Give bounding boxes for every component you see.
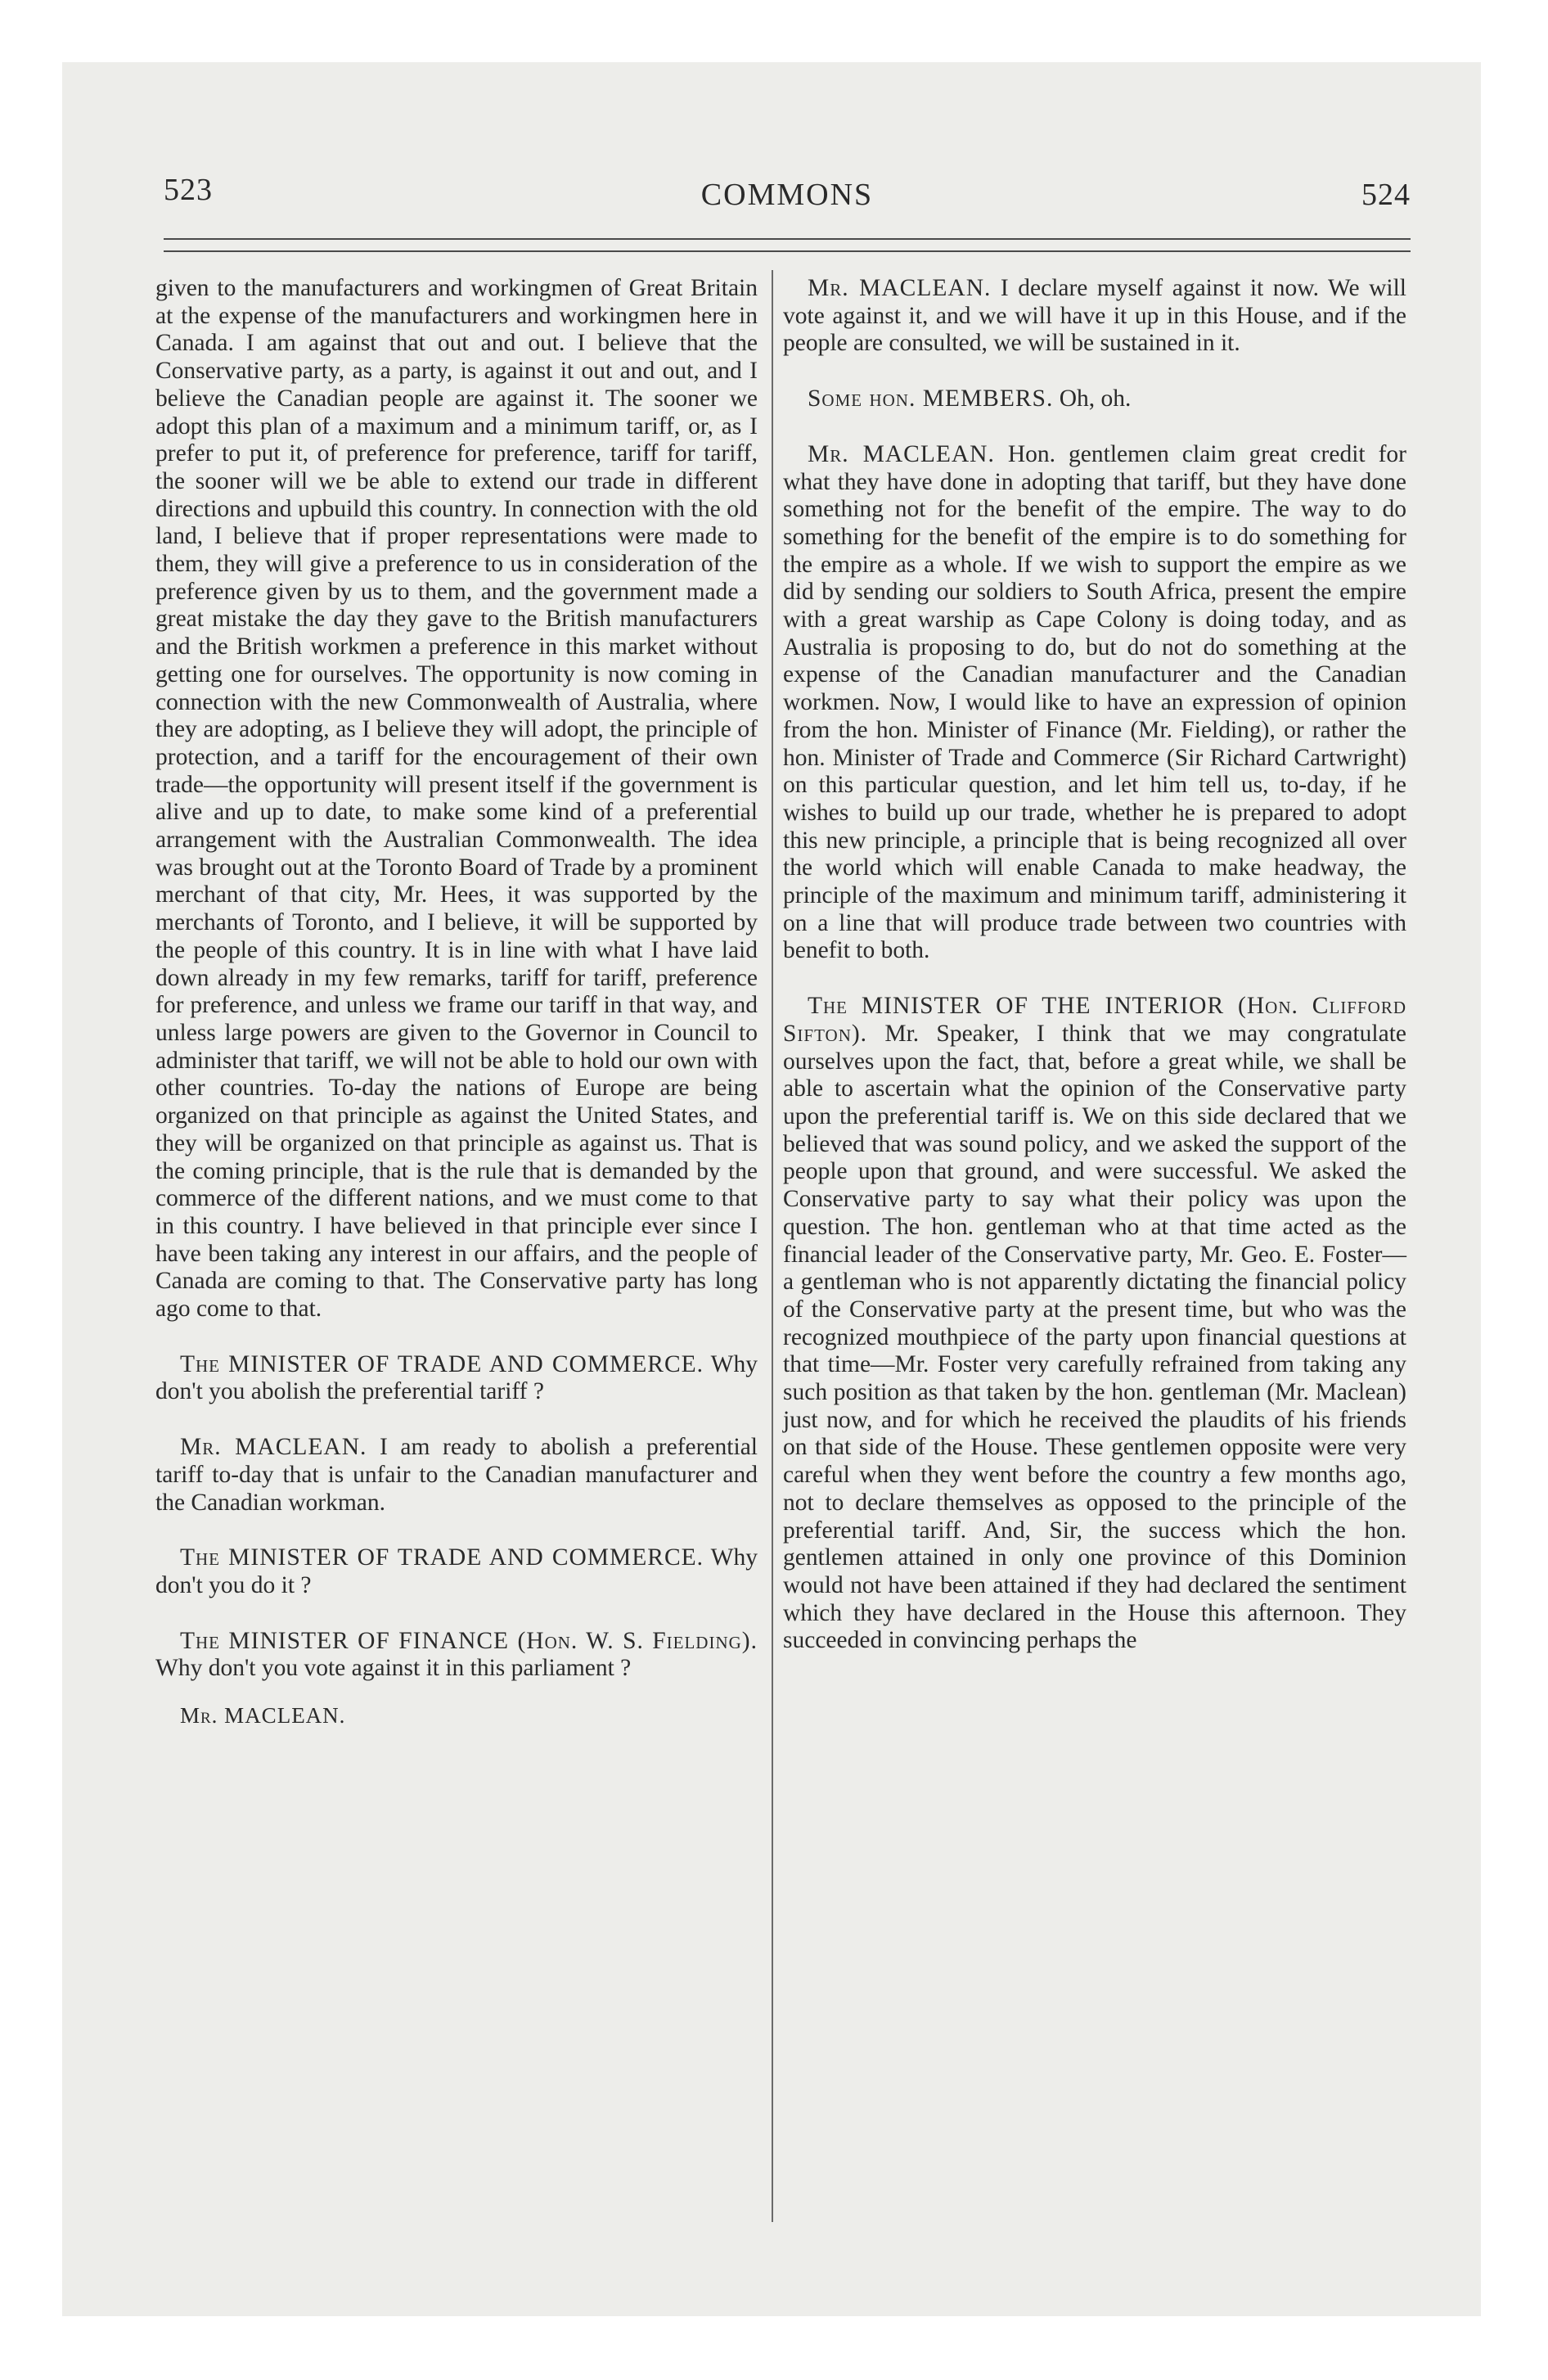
paragraph-text: Oh, oh. [1059, 385, 1132, 412]
page-title: COMMONS [700, 178, 874, 212]
speaker-label: Mr. MACLEAN. [808, 275, 992, 301]
paragraph-members-interjection [783, 385, 1406, 413]
paragraph-maclean-reply [155, 1434, 758, 1517]
speaker-label: The MINISTER OF TRADE AND COMMERCE. [180, 1544, 704, 1571]
paragraph-maclean-declaration [783, 275, 1406, 358]
paragraph-continued-speech [155, 275, 758, 1323]
page-number-left: 523 [164, 173, 213, 207]
paragraph-text: I declare myself against it now. We will vote against it, and we will have it up in this House, and if the people are consulted, we will be sustained in it. [783, 275, 1406, 357]
header-rule-bottom [164, 250, 1411, 252]
paragraph-minister-finance-question [155, 1628, 758, 1683]
paragraph-text: Why don't you vote against it in this parliament ? [155, 1655, 632, 1682]
speaker-label: Some hon. MEMBERS. [808, 385, 1054, 412]
speaker-label: Mr. MACLEAN. [808, 440, 995, 467]
paragraph-text: I am ready to abolish a preferential tariff to-day that is unfair to the Canadian manufacturer and the Canadian workman. [155, 1434, 758, 1516]
column-divider [772, 270, 773, 2222]
paragraph-maclean-speech [783, 441, 1406, 965]
paragraph-minister-interior-speech [783, 993, 1406, 1655]
speaker-label: The MINISTER OF TRADE AND COMMERCE. [180, 1350, 704, 1377]
paragraph-text: given to the manufacturers and workingmen of Great Britain at the expense of the manufacturers and workingmen here in Canada. I am against that out and out. I believe that the Conservative party, as a party, is against it out and out, and I believe the Canadian people are against it. The sooner we adopt this plan of a maximum and a minimum tariff, or, as I prefer to put it, of preference for preference, tariff for tariff, the sooner will we be able to extend our trade in different directions and upbuild this country. In connection with the old land, I believe that if proper representations were made to them, they will give a preference to us in consideration of the preference given by us to them, and the government made a great mistake the day they gave to the British manufacturers and the British workmen a preference in this market without getting one for ourselves. The opportunity is now coming in connection with the new Commonwealth of Australia, where they are adopting, as I believe they will adopt, the principle of protection, and a tariff for the encouragement of their own trade—the opportunity will present itself if the government is alive and up to date, to make some kind of a preferential arrangement with the Australian Commonwealth. The idea was brought out at the Toronto Board of Trade by a prominent merchant of that city, Mr. Hees, it was supported by the merchants of Toronto, and I believe, it will be supported by the people of this country. It is in line with what I have laid down already in my few remarks, tariff for tariff, preference for preference, and unless we frame our tariff in that way, and unless large powers are given to the Governor in Council to administer that tariff, we will not be able to hold our own with other countries. To-day the nations of Europe are being organized on that principle as against the United States, and they will be organized on that principle as against us. That is the coming principle, that is the rule that is demanded by the commerce of the different nations, and we must come to that in this country. I have believed in that principle ever since I have been taking any interest in our affairs, and the people of Canada are coming to that. The Conservative party has long ago come to that. [155, 275, 758, 1323]
paragraph-text: Why don't you do it ? [155, 1544, 758, 1598]
speaker-label: The MINISTER OF THE INTERIOR (Hon. Clifford Sifton). [783, 993, 1406, 1047]
page-number-right: 524 [1361, 178, 1411, 212]
page-header [164, 172, 1411, 221]
paragraph-text: Why don't you abolish the preferential tariff ? [155, 1350, 758, 1405]
right-column [783, 275, 1406, 1655]
paragraph-text: Hon. gentlemen claim great credit for what they have done in adopting that tariff, but they have done something not for the benefit of the empire. The way to do something for the benefit of the empire is to do something for the empire as a whole. If we wish to support the empire as we did by sending our soldiers to South Africa, present the empire with a great warship as Cape Colony is doing today, and as Australia is proposing to do, but do not do something at the expense of the Canadian manufacturer and the Canadian workmen. Now, I would like to have an expression of opinion from the hon. Minister of Finance (Mr. Fielding), or rather the hon. Minister of Trade and Commerce (Sir Richard Cartwright) on this particular question, and let him tell us, to-day, if he wishes to build up our trade, whether he is prepared to adopt this new principle, a principle that is being recognized all over the world which will enable Canada to make headway, the principle of the maximum and minimum tariff, administering it on a line that will produce trade between two countries with benefit to both. [783, 440, 1406, 964]
paragraph-minister-trade-question [155, 1351, 758, 1406]
speaker-label: Mr. MACLEAN. [180, 1434, 367, 1461]
column-signature: Mr. MACLEAN. [180, 1703, 346, 1729]
speaker-label: The MINISTER OF FINANCE (Hon. W. S. Fielding). [180, 1627, 758, 1654]
paragraph-minister-trade-followup [155, 1544, 758, 1599]
paragraph-text: Mr. Speaker, I think that we may congratulate ourselves upon the fact, that, before a great while, we shall be able to ascertain what the opinion of the Conservative party upon the preferential tariff is. We on this side declared that we believed that was sound policy, and we asked the support of the people upon that ground, and were successful. We asked the Conservative party to say what their policy was upon the question. The hon. gentleman who at that time acted as the financial leader of the Conservative party, Mr. Geo. E. Foster—a gentleman who is not apparently dictating the financial policy of the Conservative party at the present time, but who was the recognized mouthpiece of the party upon financial questions at that time—Mr. Foster very carefully refrained from taking any such position as that taken by the hon. gentleman (Mr. Maclean) just now, and for which he received the plaudits of his friends on that side of the House. These gentlemen opposite were very careful when they went before the country a few months ago, not to declare themselves as opposed to the principle of the preferential tariff. And, Sir, the success which the hon. gentlemen attained in only one province of this Dominion would not have been attained if they had declared the sentiment which they have declared in the House this afternoon. They succeeded in convincing perhaps the [783, 1020, 1406, 1654]
left-column [155, 275, 758, 1730]
header-rule-top [164, 238, 1411, 240]
